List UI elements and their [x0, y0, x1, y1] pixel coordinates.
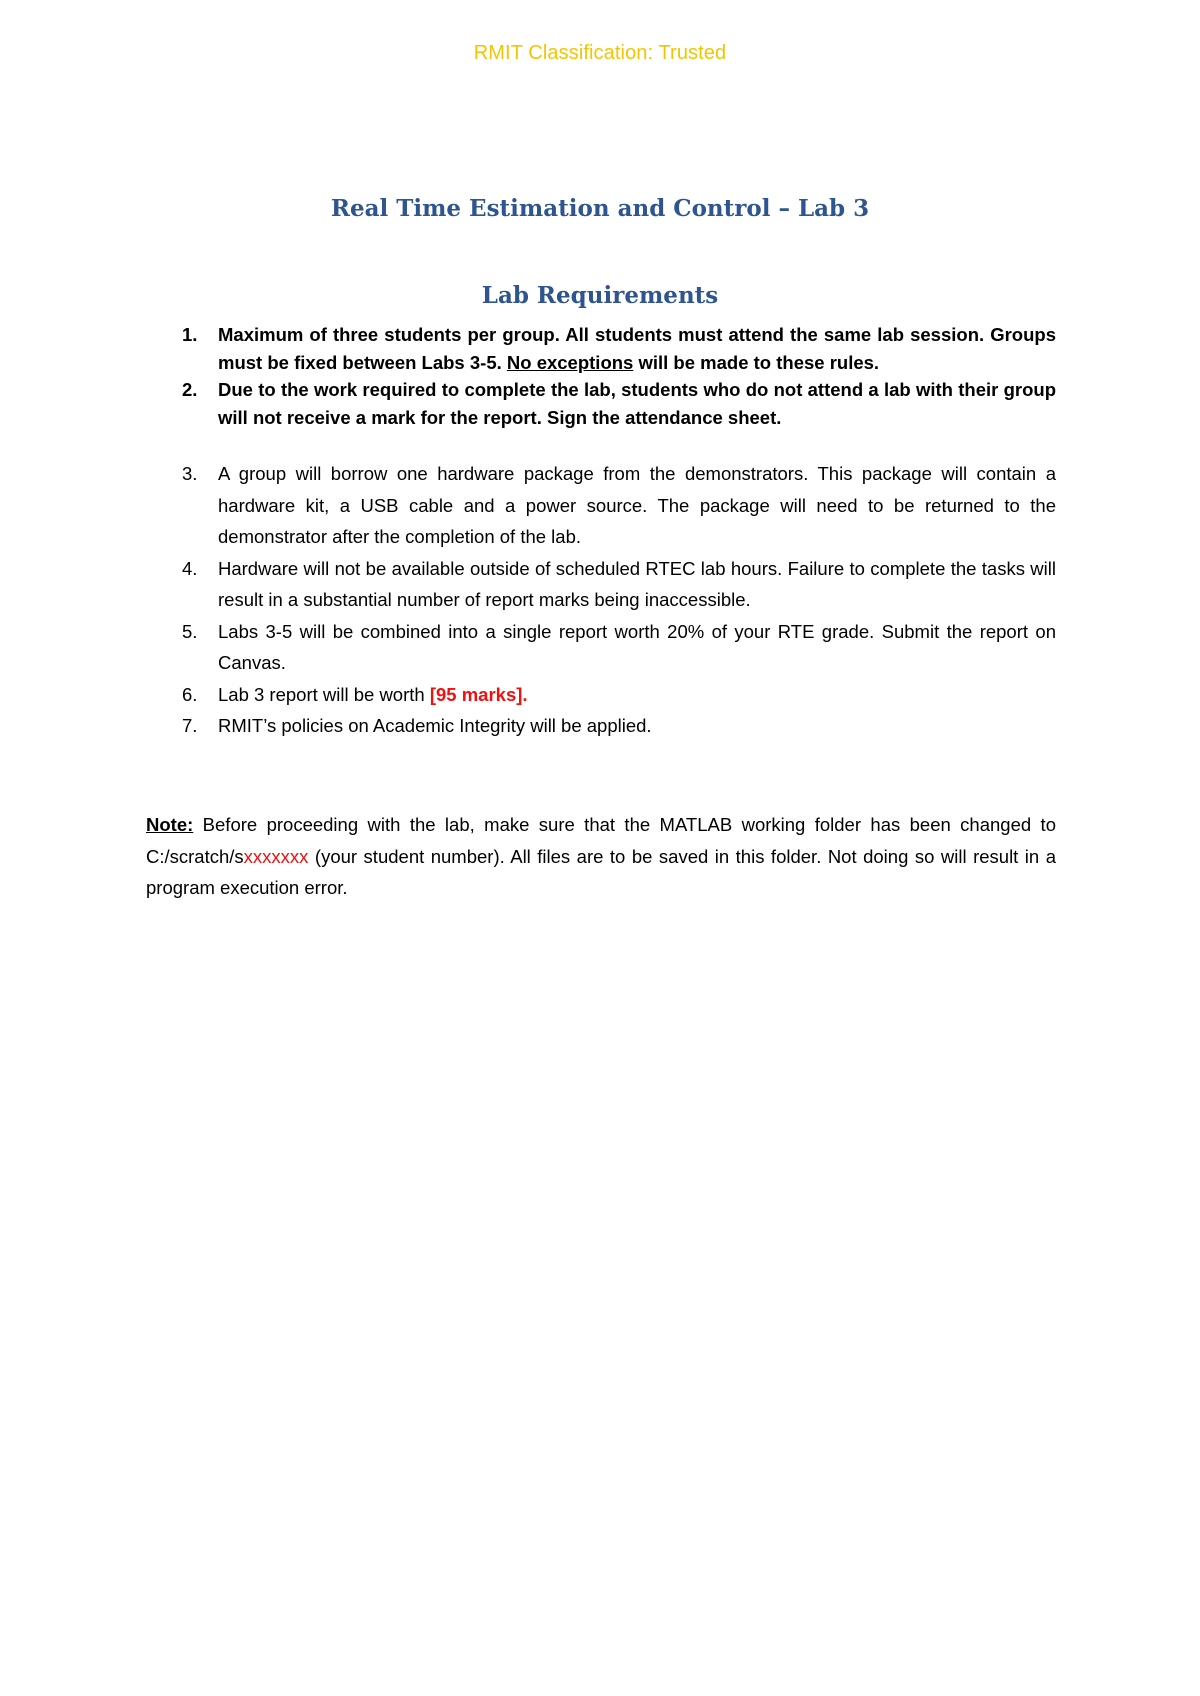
list-item-number: 4. [182, 557, 198, 579]
list-item-number: 3. [182, 463, 198, 484]
list-item [182, 321, 1056, 376]
note-paragraph [146, 809, 1056, 904]
list-item [182, 458, 1056, 553]
document-title: Real Time Estimation and Control – Lab 3 [330, 195, 870, 222]
no-exceptions-emphasis: No exceptions [506, 351, 634, 373]
list-item-text: Labs 3-5 will be combined into a single report worth 20% of your RTE grade. Submit the report on Canvas. [218, 620, 1056, 673]
list-item-number: 1. [182, 324, 198, 345]
note-label: Note: [146, 814, 194, 835]
list-item-text: Due to the work required to complete the lab, students who do not attend a lab with their group will not receive a mark for the report. Sign the attendance sheet. [218, 379, 1056, 428]
list-item-number: 2. [182, 379, 198, 400]
list-item-text: RMIT’s policies on Academic Integrity will be applied. [218, 715, 652, 736]
section-title: Lab Requirements [481, 282, 719, 309]
list-item [182, 553, 1056, 616]
list-item [182, 710, 1056, 742]
list-item [182, 376, 1056, 431]
list-item-number: 5. [182, 620, 198, 642]
list-item [182, 679, 1056, 711]
note-text: Before proceeding with the lab, make sure that the MATLAB working folder has been changed to C:/scratch/s [146, 814, 1056, 867]
student-number-placeholder: xxxxxxx [243, 845, 309, 867]
marks-highlight: [95 marks]. [429, 683, 528, 705]
requirements-list-bold [182, 321, 1056, 431]
list-item-text: Maximum of three students per group. All students must attend the same lab session. Groups must be fixed between Labs 3-5. [218, 324, 1056, 373]
note-text-end: (your student number). All files are to be saved in this folder. Not doing so will result in a program execution error. [146, 845, 1056, 898]
list-item-number: 6. [182, 683, 198, 705]
list-item-text-end: will be made to these rules. [633, 351, 880, 373]
list-item-text: Lab 3 report will be worth [218, 683, 430, 705]
list-item-text: Hardware will not be available outside of scheduled RTEC lab hours. Failure to complete the tasks will result in a substantial number of report marks being inaccessible. [218, 557, 1056, 610]
classification-label: RMIT Classification: Trusted [473, 42, 727, 64]
list-item-number: 7. [182, 715, 198, 736]
list-item-text: A group will borrow one hardware package from the demonstrators. This package will contain a hardware kit, a USB cable and a power source. The package will need to be returned to the demonstrator after the completion of the lab. [218, 463, 1056, 547]
requirements-list [182, 458, 1056, 742]
list-item [182, 616, 1056, 679]
